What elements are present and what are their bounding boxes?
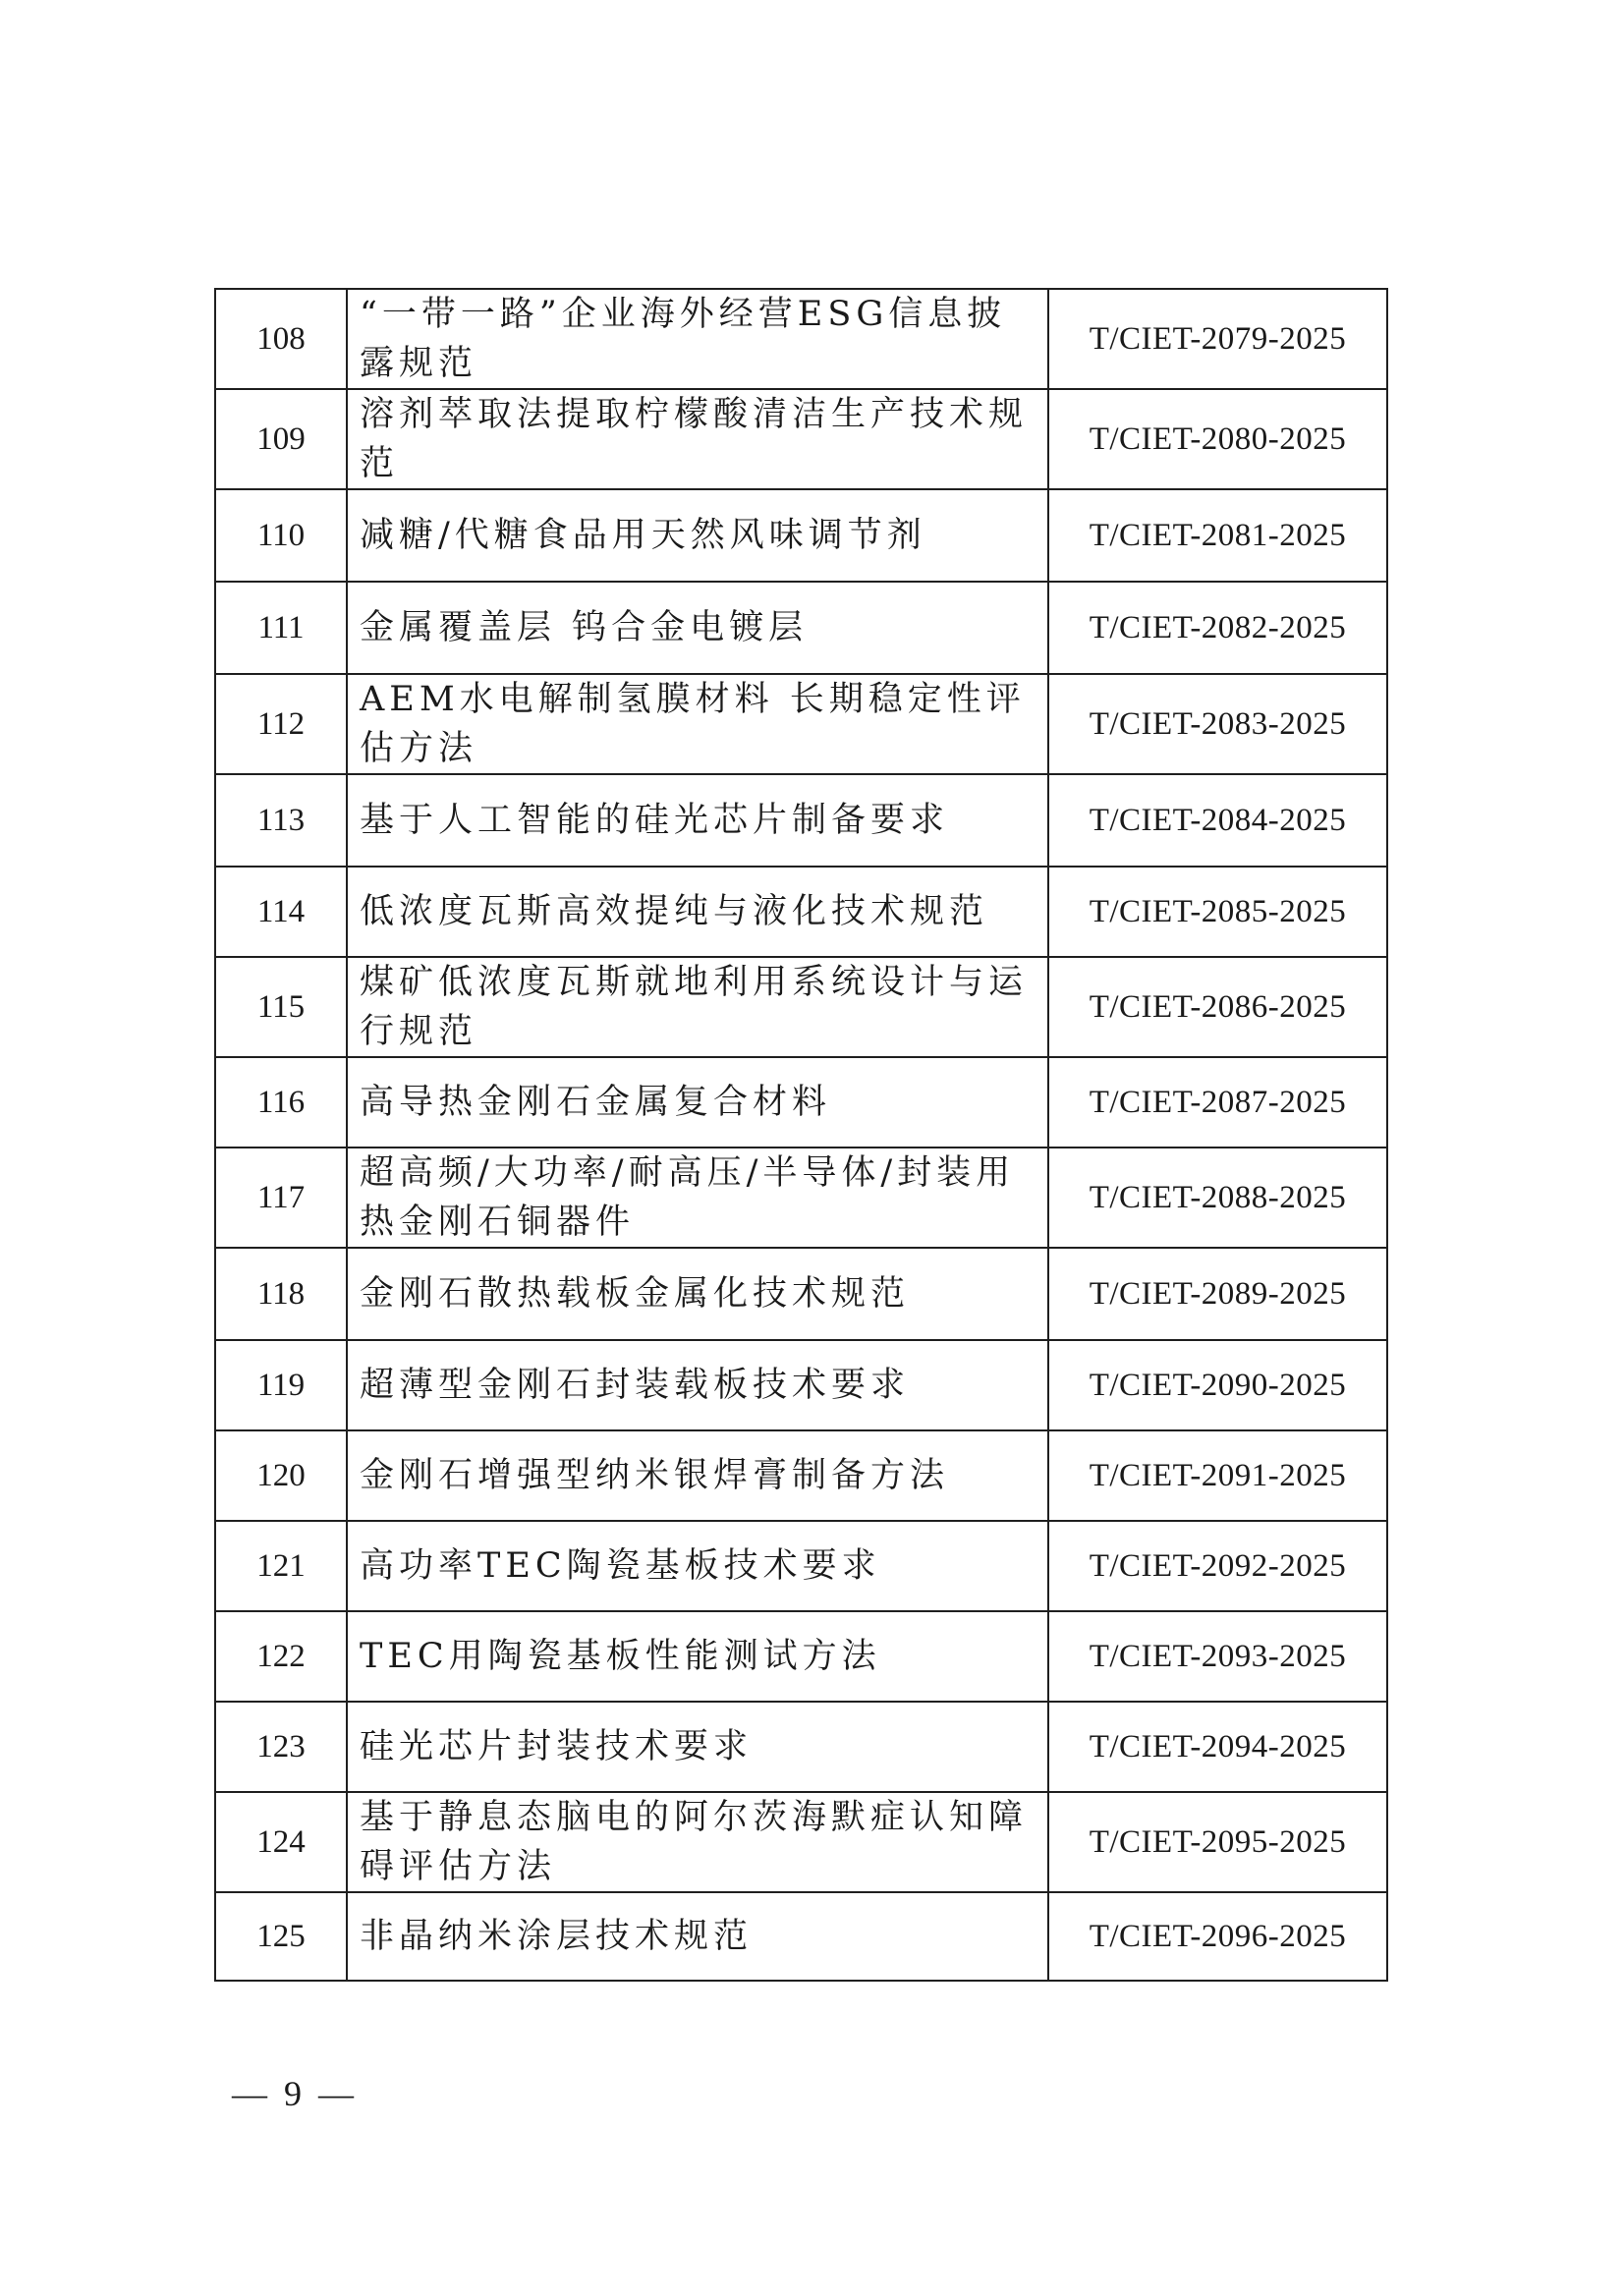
row-number: 111 bbox=[215, 582, 347, 674]
standard-code: T/CIET-2092-2025 bbox=[1048, 1521, 1387, 1611]
row-number: 114 bbox=[215, 867, 347, 957]
row-number: 119 bbox=[215, 1340, 347, 1430]
standard-name: 超高频/大功率/耐高压/半导体/封装用热金刚石铜器件 bbox=[347, 1148, 1048, 1248]
standard-name: 金刚石增强型纳米银焊膏制备方法 bbox=[347, 1430, 1048, 1521]
standard-name: 基于人工智能的硅光芯片制备要求 bbox=[347, 774, 1048, 867]
standard-code: T/CIET-2096-2025 bbox=[1048, 1892, 1387, 1981]
standard-name: 高功率TEC陶瓷基板技术要求 bbox=[347, 1521, 1048, 1611]
standard-code: T/CIET-2085-2025 bbox=[1048, 867, 1387, 957]
table-row bbox=[215, 389, 1387, 489]
standard-name: “一带一路”企业海外经营ESG信息披露规范 bbox=[347, 289, 1048, 389]
row-number: 113 bbox=[215, 774, 347, 867]
table-row bbox=[215, 289, 1387, 389]
row-number: 109 bbox=[215, 389, 347, 489]
standard-name: AEM水电解制氢膜材料 长期稳定性评估方法 bbox=[347, 674, 1048, 774]
standard-code: T/CIET-2091-2025 bbox=[1048, 1430, 1387, 1521]
table-row bbox=[215, 1792, 1387, 1892]
standard-name: 金刚石散热载板金属化技术规范 bbox=[347, 1248, 1048, 1340]
table-row bbox=[215, 1702, 1387, 1792]
table-row bbox=[215, 1611, 1387, 1702]
table-row bbox=[215, 489, 1387, 582]
table-row bbox=[215, 774, 1387, 867]
page-number: — 9 — bbox=[232, 2074, 358, 2113]
standard-name: 超薄型金刚石封装载板技术要求 bbox=[347, 1340, 1048, 1430]
standard-name: 硅光芯片封装技术要求 bbox=[347, 1702, 1048, 1792]
standard-code: T/CIET-2090-2025 bbox=[1048, 1340, 1387, 1430]
table-row bbox=[215, 1430, 1387, 1521]
standard-code: T/CIET-2080-2025 bbox=[1048, 389, 1387, 489]
standard-name: 减糖/代糖食品用天然风味调节剂 bbox=[347, 489, 1048, 582]
row-number: 121 bbox=[215, 1521, 347, 1611]
standard-code: T/CIET-2082-2025 bbox=[1048, 582, 1387, 674]
table-row bbox=[215, 1148, 1387, 1248]
standard-code: T/CIET-2093-2025 bbox=[1048, 1611, 1387, 1702]
standard-name: 基于静息态脑电的阿尔茨海默症认知障碍评估方法 bbox=[347, 1792, 1048, 1892]
standard-name: 非晶纳米涂层技术规范 bbox=[347, 1892, 1048, 1981]
standard-code: T/CIET-2083-2025 bbox=[1048, 674, 1387, 774]
table-row bbox=[215, 867, 1387, 957]
row-number: 123 bbox=[215, 1702, 347, 1792]
table-row bbox=[215, 1892, 1387, 1981]
standard-code: T/CIET-2089-2025 bbox=[1048, 1248, 1387, 1340]
row-number: 112 bbox=[215, 674, 347, 774]
standard-name: 煤矿低浓度瓦斯就地利用系统设计与运行规范 bbox=[347, 957, 1048, 1057]
row-number: 108 bbox=[215, 289, 347, 389]
row-number: 120 bbox=[215, 1430, 347, 1521]
row-number: 116 bbox=[215, 1057, 347, 1148]
standard-name: TEC用陶瓷基板性能测试方法 bbox=[347, 1611, 1048, 1702]
row-number: 110 bbox=[215, 489, 347, 582]
standard-name: 溶剂萃取法提取柠檬酸清洁生产技术规范 bbox=[347, 389, 1048, 489]
table-row bbox=[215, 957, 1387, 1057]
standard-code: T/CIET-2095-2025 bbox=[1048, 1792, 1387, 1892]
standard-name: 低浓度瓦斯高效提纯与液化技术规范 bbox=[347, 867, 1048, 957]
row-number: 115 bbox=[215, 957, 347, 1057]
row-number: 125 bbox=[215, 1892, 347, 1981]
standard-code: T/CIET-2084-2025 bbox=[1048, 774, 1387, 867]
table-row bbox=[215, 1340, 1387, 1430]
standard-code: T/CIET-2086-2025 bbox=[1048, 957, 1387, 1057]
row-number: 118 bbox=[215, 1248, 347, 1340]
standard-code: T/CIET-2081-2025 bbox=[1048, 489, 1387, 582]
standard-name: 金属覆盖层 钨合金电镀层 bbox=[347, 582, 1048, 674]
table-row bbox=[215, 582, 1387, 674]
standard-code: T/CIET-2094-2025 bbox=[1048, 1702, 1387, 1792]
row-number: 122 bbox=[215, 1611, 347, 1702]
standards-table-wrapper bbox=[214, 288, 1388, 1982]
standards-table bbox=[214, 288, 1388, 1982]
table-row bbox=[215, 674, 1387, 774]
standard-code: T/CIET-2088-2025 bbox=[1048, 1148, 1387, 1248]
table-row bbox=[215, 1521, 1387, 1611]
standard-name: 高导热金刚石金属复合材料 bbox=[347, 1057, 1048, 1148]
standard-code: T/CIET-2079-2025 bbox=[1048, 289, 1387, 389]
table-row bbox=[215, 1248, 1387, 1340]
row-number: 117 bbox=[215, 1148, 347, 1248]
table-row bbox=[215, 1057, 1387, 1148]
row-number: 124 bbox=[215, 1792, 347, 1892]
standard-code: T/CIET-2087-2025 bbox=[1048, 1057, 1387, 1148]
